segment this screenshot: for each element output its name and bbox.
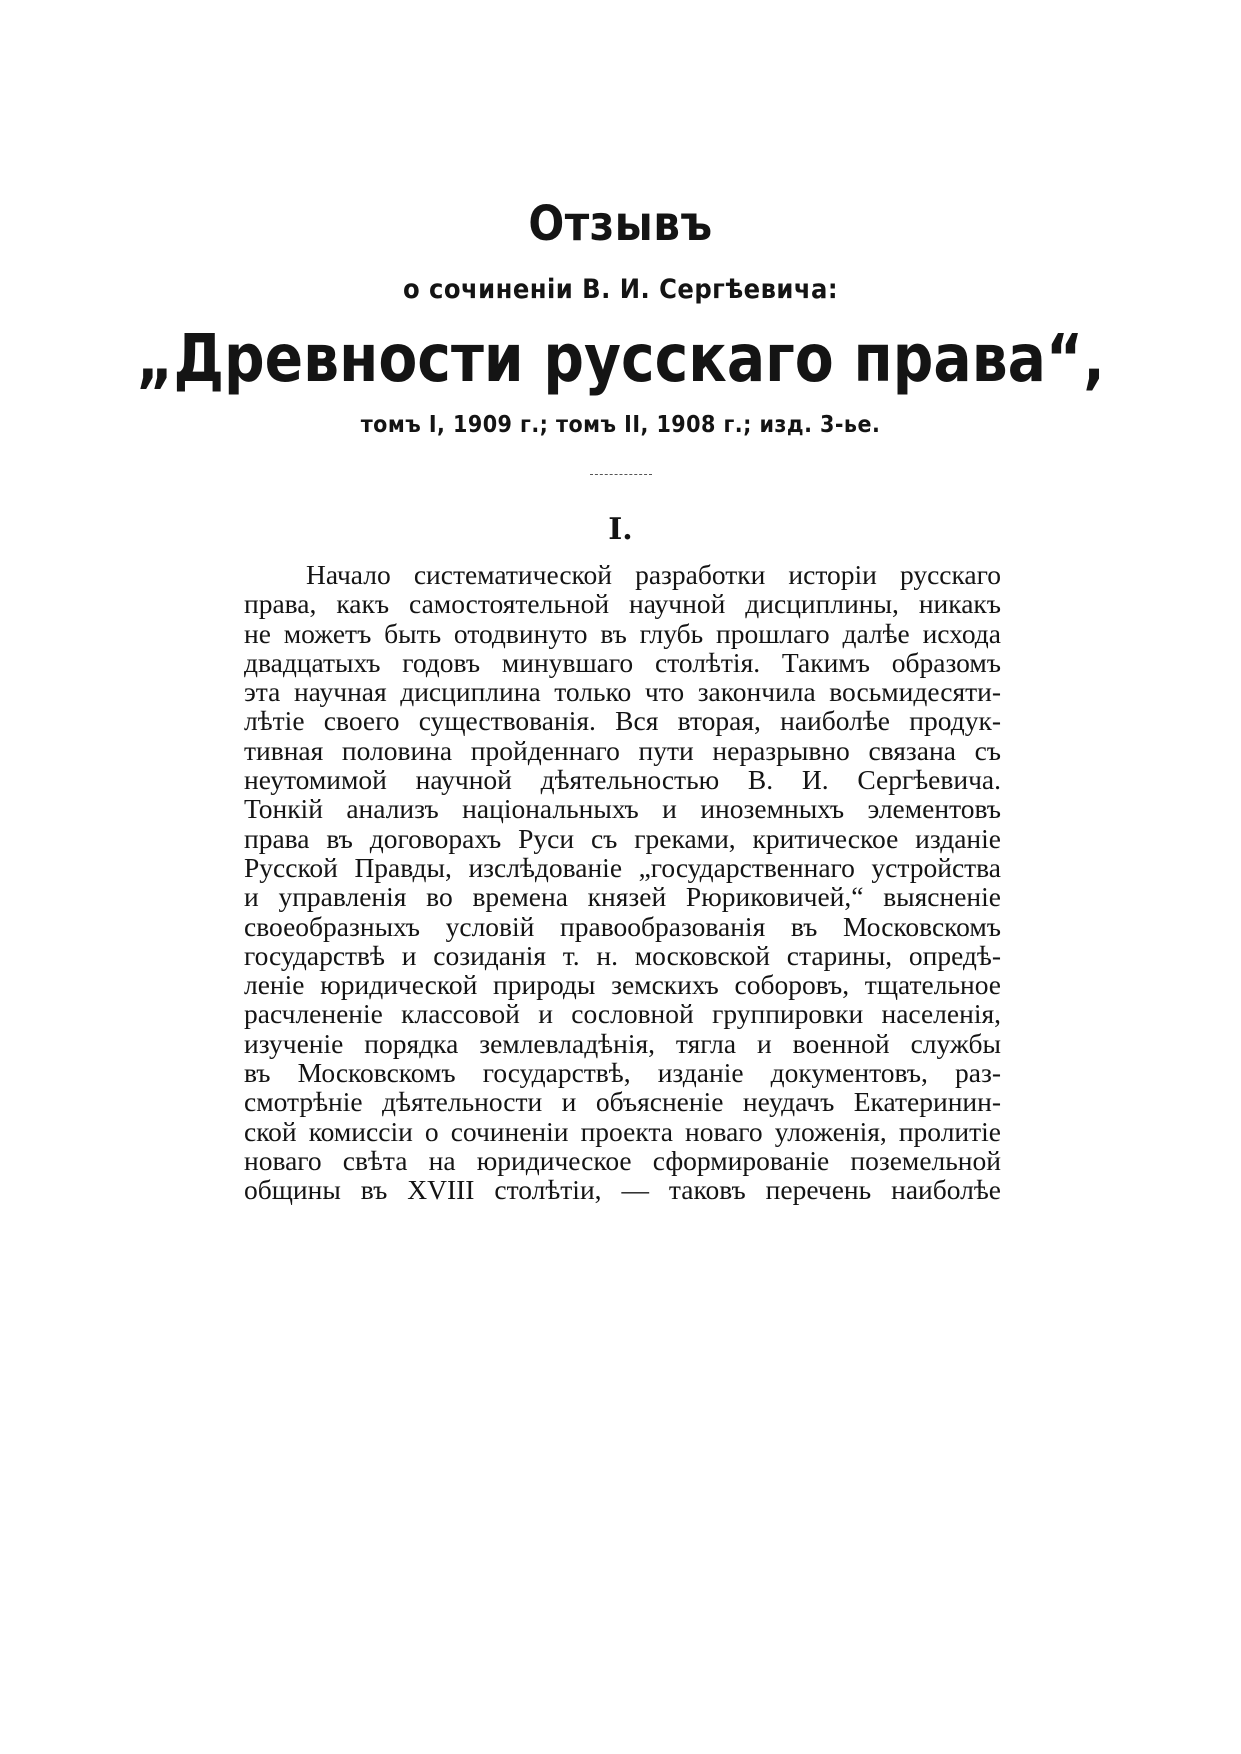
body-line: своеобразныхъ условій правообразованія въ Московскомъ xyxy=(244,910,1001,942)
document-title: Отзывъ xyxy=(528,196,713,252)
body-line: въ Московскомъ государствѣ, изданіе документовъ, раз- xyxy=(244,1057,1001,1089)
body-line: Тонкій анализъ національныхъ и иноземныхъ элементовъ xyxy=(244,793,1001,825)
body-line: расчлененіе классовой и сословной группировки населенія, xyxy=(244,998,1001,1030)
body-line: изученіе порядка землевладѣнія, тягла и военной службы xyxy=(244,1027,1001,1059)
body-line: леніе юридической природы земскихъ соборовъ, тщательное xyxy=(244,969,1001,1001)
body-line: новаго свѣта на юридическое сформированіе поземельной xyxy=(244,1144,1001,1176)
body-line: права въ договорахъ Руси съ греками, критическое изданіе xyxy=(244,822,1001,854)
body-line: не можетъ быть отодвинуто въ глубь прошлаго далѣе исхода xyxy=(244,617,1001,649)
body-line: ской комиссіи о сочиненіи проекта новаго уложенія, пролитіе xyxy=(244,1115,1001,1147)
body-line: права, какъ самостоятельной научной дисциплины, никакъ xyxy=(244,588,1001,620)
ornament-divider xyxy=(590,474,652,477)
edition-info: томъ I, 1909 г.; томъ II, 1908 г.; изд. 3-ье. xyxy=(360,412,881,438)
document-subtitle: о сочиненіи В. И. Сергѣевича: xyxy=(402,274,839,305)
body-line: эта научная дисциплина только что закончила восьмидесяти- xyxy=(244,676,1001,708)
body-line: смотрѣніе дѣятельности и объясненіе неудачъ Екатеринин- xyxy=(244,1086,1001,1118)
section-numeral: I. xyxy=(608,512,633,547)
body-line: двадцатыхъ годовъ минувшаго столѣтія. Такимъ образомъ xyxy=(244,646,1001,678)
body-paragraph xyxy=(244,560,1001,1205)
body-line: государствѣ и созиданія т. н. московской старины, опредѣ- xyxy=(244,939,1001,971)
body-line: Начало систематической разработки исторіи русскаго xyxy=(306,559,1001,590)
body-line: лѣтіе своего существованія. Вся вторая, наиболѣе продук- xyxy=(244,705,1001,737)
body-line: тивная половина пройденнаго пути неразрывно связана съ xyxy=(244,734,1001,766)
body-line: Русской Правды, изслѣдованіе „государственнаго устройства xyxy=(244,851,1001,883)
body-line: неутомимой научной дѣятельностью В. И. Сергѣевича. xyxy=(244,764,1001,796)
body-line: и управленія во времена князей Рюриковичей,“ выясненіе xyxy=(244,881,1001,913)
body-line: общины въ XVIII столѣтіи, — таковъ перечень наиболѣе xyxy=(244,1174,1001,1206)
work-title: „Древности русскаго права“, xyxy=(136,320,1105,397)
